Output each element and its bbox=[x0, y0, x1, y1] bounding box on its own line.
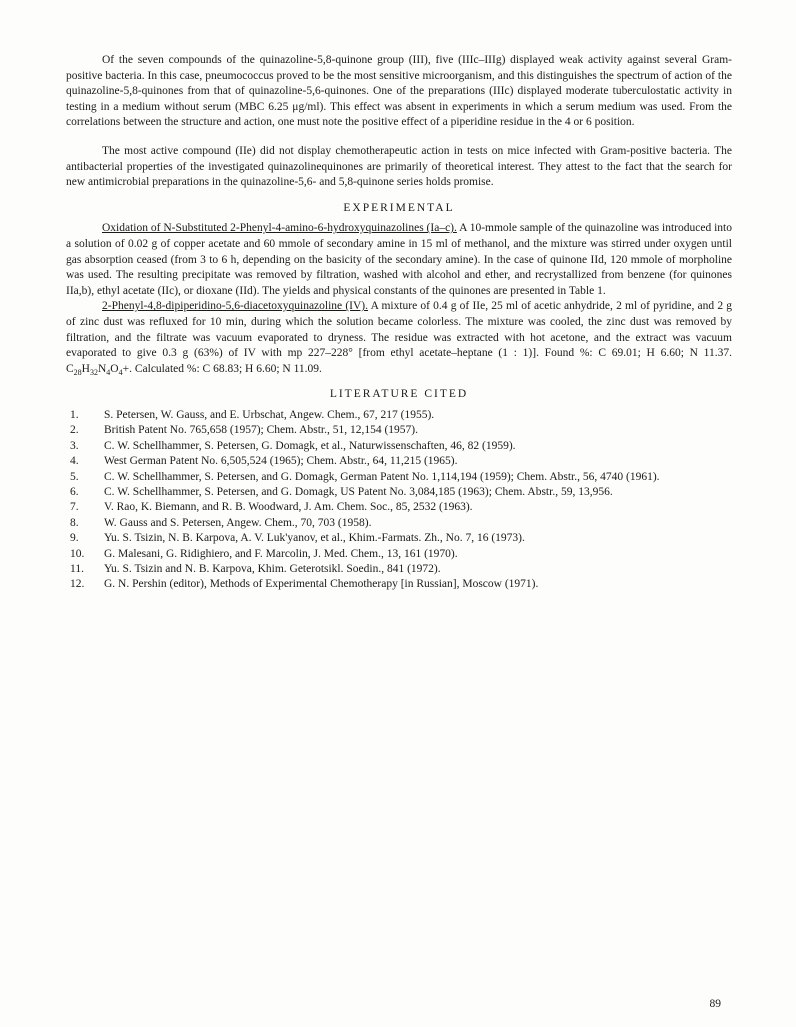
reference-item bbox=[66, 500, 732, 515]
section-1-body: A 10-mmole sample of the quinazoline was introduced into a solution of 0.02 g of copper acetate and 60 mmole of secondary amine in 15 ml of methanol, and the mixture was stirred under oxygen until gas absorption ceased (from 3 to 6 h, depending on the basicity of the secondary amine). In the case of quinone IId, 120 mmole of morpholine was used. The resulting precipitate was removed by filtration, washed with alcohol and ether, and recrystallized from benzene (for quinones IIa,b), ethyl acetate (IIc), or dioxane (IId). The yields and physical constants of the quinones are presented in Table 1. bbox=[66, 222, 733, 297]
reference-number: 9. bbox=[70, 532, 79, 545]
reference-text: British Patent No. 765,658 (1957); Chem. Abstr., 51, 12,154 (1957). bbox=[104, 424, 419, 437]
reference-text: Yu. S. Tsizin, N. B. Karpova, A. V. Luk'yanov, et al., Khim.-Farmats. Zh., No. 7, 16 (1973). bbox=[104, 532, 525, 545]
paragraph-results: Of the seven compounds of the quinazoline-5,8-quinone group (III), five (IIIc–IIIg) displayed weak activity against several Gram-positive bacteria. In this case, pneumococcus proved to be the most sensitive microorganism, and this distinguishes the spectrum of action of the quinazoline-5,8-quinones from that of quinazoline-5,6-quinones. One of the preparations (IIIc) displayed moderate tuberculostatic activity in testing in a medium without serum (MBC 6.25 μg/ml). This effect was absent in experiments in which a serum medium was used. From the correlations between the structure and action, one must note the positive effect of a piperidine residue in the 4 or 6 position. bbox=[66, 54, 732, 129]
experimental-section-2 bbox=[66, 299, 732, 377]
reference-item bbox=[66, 531, 732, 546]
reference-number: 5. bbox=[70, 470, 79, 483]
literature-heading: LITERATURE CITED bbox=[329, 388, 469, 401]
reference-number: 6. bbox=[70, 485, 79, 498]
reference-text: W. Gauss and S. Petersen, Angew. Chem., 70, 703 (1958). bbox=[104, 516, 372, 529]
reference-text: C. W. Schellhammer, S. Petersen, G. Domagk, et al., Naturwissenschaften, 46, 82 (1959). bbox=[104, 439, 516, 452]
reference-number: 3. bbox=[70, 439, 79, 452]
reference-number: 8. bbox=[70, 516, 79, 529]
reference-item bbox=[66, 562, 732, 577]
section-2-body: A mixture of 0.4 g of IIe, 25 ml of acetic anhydride, 2 ml of pyridine, and 2 g of zinc dust was refluxed for 10 min, during which the solution became colorless. The mixture was cooled, the zinc dust was removed by filtration, and the filtrate was vacuum evaporated to dryness. The residue was extracted with hot acetone, and the extract was vacuum evaporated to give 0.3 g (63%) of IV with mp 227–228° [from ethyl acetate–heptane (1 : 1)]. Found %: C 69.01; H 6.60; N 11.37. bbox=[66, 300, 733, 360]
reference-text: G. Malesani, G. Ridighiero, and F. Marcolin, J. Med. Chem., 13, 161 (1970). bbox=[104, 547, 458, 560]
reference-text: Yu. S. Tsizin and N. B. Karpova, Khim. Geterotsikl. Soedin., 841 (1972). bbox=[104, 562, 441, 575]
section-2-tail: +. Calculated %: C 68.83; H 6.60; N 11.09. bbox=[122, 362, 322, 375]
section-1-title: Oxidation of N-Substituted 2-Phenyl-4-amino-6-hydroxyquinazolines (Ia–c). bbox=[102, 222, 457, 235]
page-number: 89 bbox=[709, 998, 721, 1010]
reference-item bbox=[66, 547, 732, 562]
reference-item bbox=[66, 408, 732, 423]
reference-text: V. Rao, K. Biemann, and R. B. Woodward, J. Am. Chem. Soc., 85, 2532 (1963). bbox=[104, 501, 473, 514]
formula: $C_{28}H_{32}N_4O_4$ bbox=[66, 362, 123, 377]
reference-item bbox=[66, 454, 732, 469]
reference-item bbox=[66, 485, 732, 500]
section-2-title: 2-Phenyl-4,8-dipiperidino-5,6-diacetoxyquinazoline (IV). bbox=[102, 300, 369, 313]
reference-number: 10. bbox=[70, 547, 85, 560]
reference-number: 1. bbox=[70, 408, 79, 421]
reference-item bbox=[66, 577, 732, 592]
reference-number: 2. bbox=[70, 424, 79, 437]
reference-item bbox=[66, 516, 732, 531]
reference-number: 11. bbox=[70, 562, 84, 575]
reference-text: C. W. Schellhammer, S. Petersen, and G. Domagk, German Patent No. 1,114,194 (1959); Chem. Abstr., 56, 4740 (1961). bbox=[104, 470, 660, 483]
paragraph-gap bbox=[66, 131, 732, 144]
reference-text: C. W. Schellhammer, S. Petersen, and G. Domagk, US Patent No. 3,084,185 (1963); Chem. Abstr., 59, 13,956. bbox=[104, 485, 613, 498]
reference-item bbox=[66, 423, 732, 438]
reference-number: 7. bbox=[70, 501, 79, 514]
experimental-heading: EXPERIMENTAL bbox=[343, 201, 455, 214]
experimental-section-1 bbox=[66, 221, 732, 299]
reference-number: 4. bbox=[70, 455, 79, 468]
reference-number: 12. bbox=[70, 578, 85, 591]
reference-item bbox=[66, 470, 732, 485]
reference-text: G. N. Pershin (editor), Methods of Experimental Chemotherapy [in Russian], Moscow (1971). bbox=[104, 578, 539, 591]
reference-list bbox=[66, 408, 732, 593]
page-body bbox=[66, 53, 732, 593]
reference-text: S. Petersen, W. Gauss, and E. Urbschat, Angew. Chem., 67, 217 (1955). bbox=[104, 408, 435, 421]
reference-text: West German Patent No. 6,505,524 (1965); Chem. Abstr., 64, 11,215 (1965). bbox=[104, 455, 458, 468]
reference-item bbox=[66, 439, 732, 454]
paragraph-conclusion: The most active compound (IIe) did not display chemotherapeutic action in tests on mice infected with Gram-positive bacteria. The antibacterial properties of the investigated quinazolinequinones are primarily of theoretical interest. They attest to the fact that the search for new antimicrobial preparations in the quinazoline-5,6- and 5,8-quinone series holds promise. bbox=[66, 144, 732, 189]
